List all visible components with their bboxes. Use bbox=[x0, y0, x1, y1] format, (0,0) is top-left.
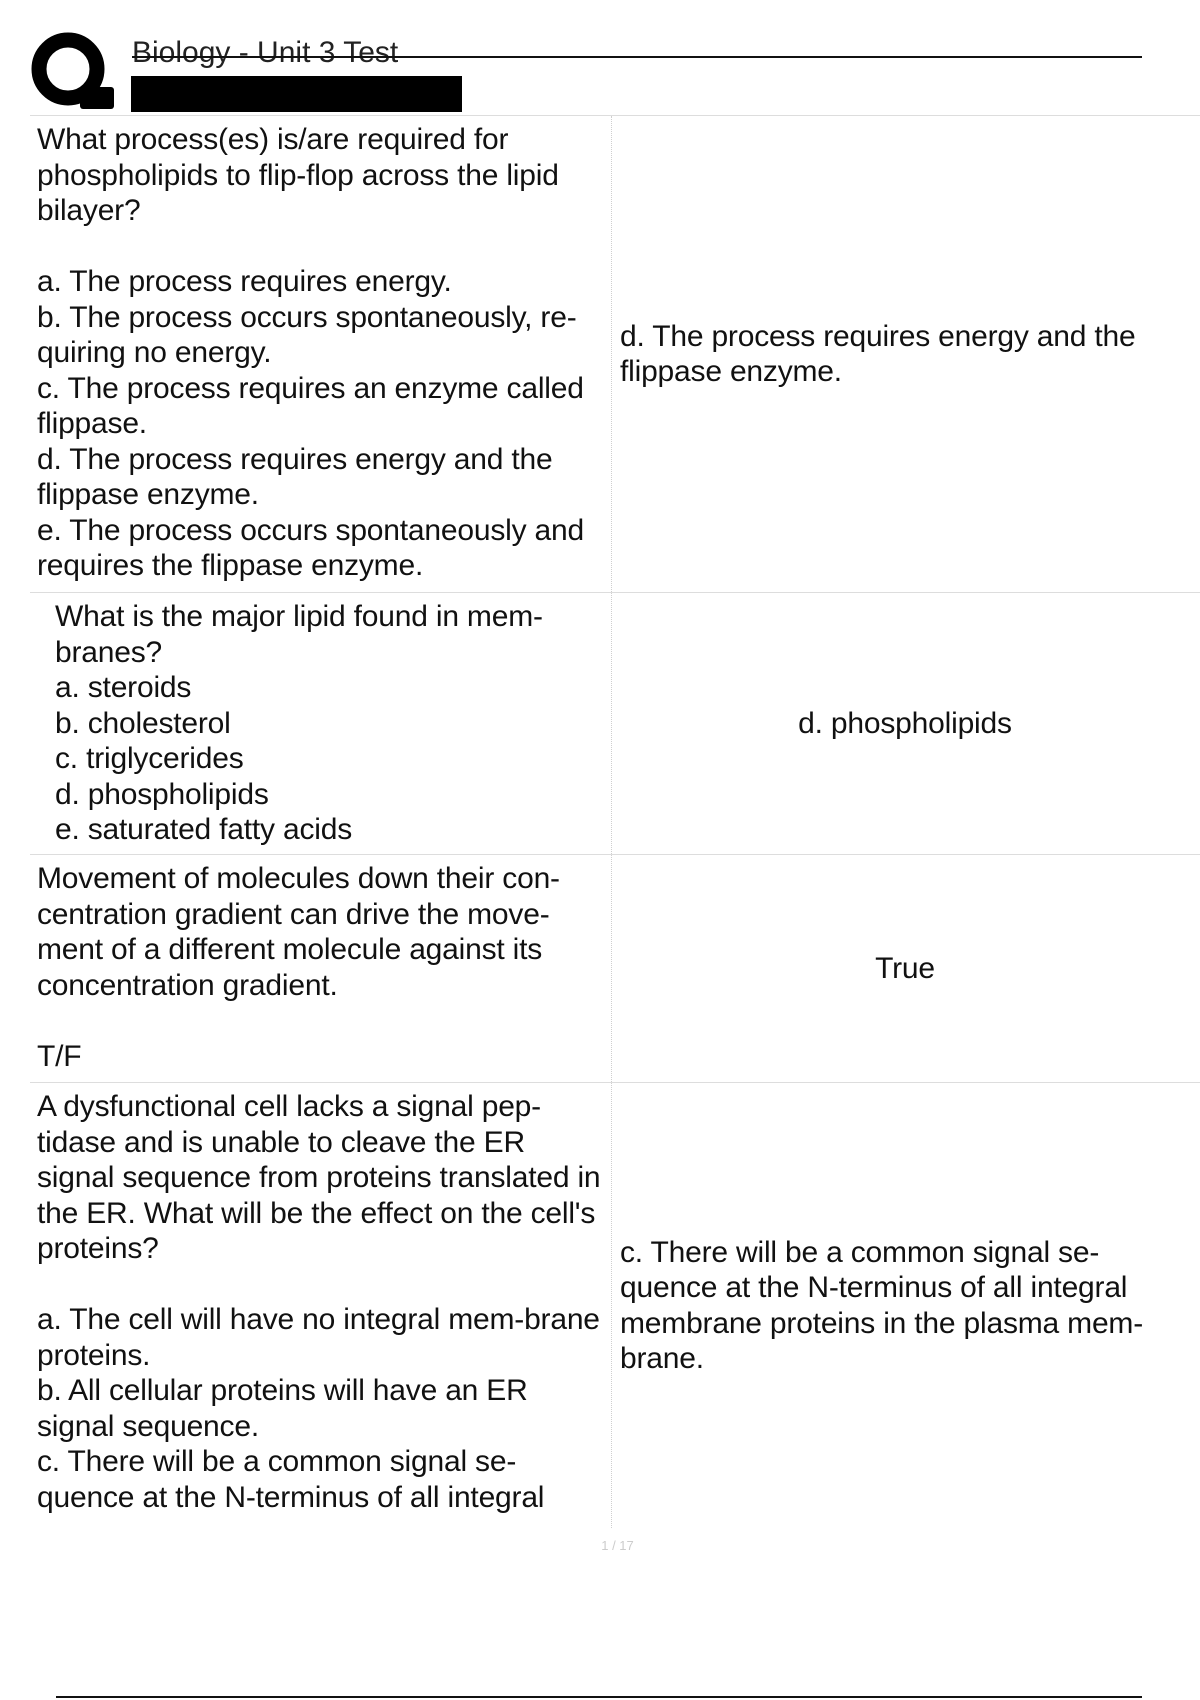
flashcard-row bbox=[30, 593, 1200, 855]
flashcard-row bbox=[30, 116, 1200, 593]
question-text: Movement of molecules down their con-centration gradient can drive the move-ment of a different molecule against its concentration gradient. T/F bbox=[30, 855, 612, 1082]
title-strike-rule bbox=[132, 56, 1142, 58]
answer-text: c. There will be a common signal se-quence at the N-terminus of all integral membrane proteins in the plasma mem-brane. bbox=[620, 1235, 1144, 1375]
question-text: What process(es) is/are required for phospholipids to flip-flop across the lipid bilayer? a. The process requires energy. b. The process occurs spontaneously, re-quiring no energy. c. The process requires an enzyme called flippase. d. The process requires energy and the flippase enzyme. e. The process occurs spontaneously and requires the flippase enzyme. bbox=[30, 116, 612, 592]
answer-text: d. The process requires energy and the flippase enzyme. bbox=[620, 319, 1136, 388]
flashcard-table bbox=[30, 116, 1200, 1528]
quizlet-logo-icon bbox=[30, 30, 114, 112]
redacted-name-block bbox=[131, 76, 462, 112]
page-number: 1 / 17 bbox=[601, 1538, 634, 1553]
document-title: Biology - Unit 3 Test bbox=[132, 36, 399, 69]
footer-divider bbox=[56, 1696, 1142, 1698]
answer-text: True bbox=[875, 951, 935, 985]
question-text: A dysfunctional cell lacks a signal pep-tidase and is unable to cleave the ER signal sequence from proteins translated in the ER. What will be the effect on the cell's proteins? a. The cell will have no integral mem-brane proteins. b. All cellular proteins will have an ER signal sequence. c. There will be a common signal se-quence at the N-terminus of all integral bbox=[30, 1083, 612, 1528]
answer-text: d. phospholipids bbox=[798, 706, 1012, 740]
flashcard-row bbox=[30, 1083, 1200, 1528]
question-text: What is the major lipid found in mem-branes? a. steroids b. cholesterol c. triglycerides d. phospholipids e. saturated fatty acids bbox=[30, 593, 612, 854]
flashcard-row bbox=[30, 855, 1200, 1083]
